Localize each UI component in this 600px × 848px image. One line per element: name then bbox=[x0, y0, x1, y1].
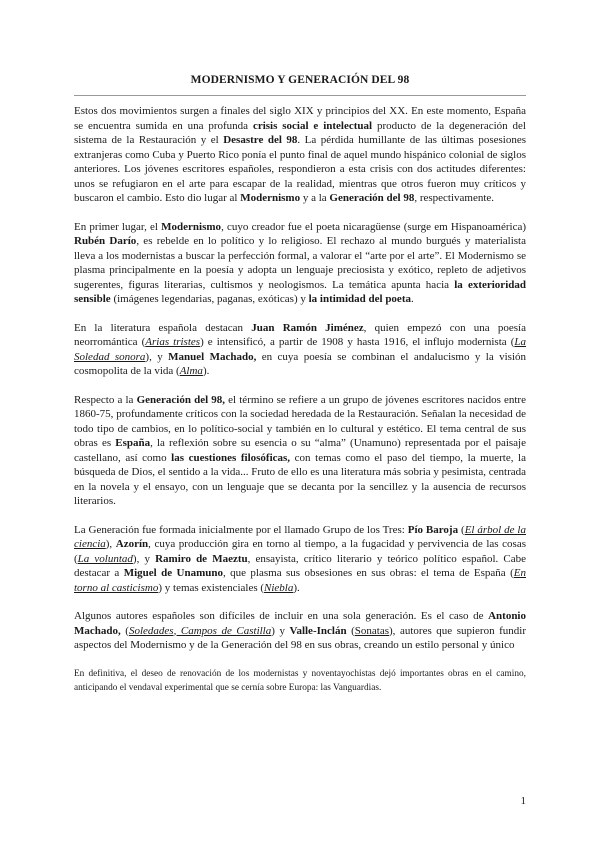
bold-term: Generación del 98, bbox=[136, 393, 226, 406]
bold-term: Generación del 98 bbox=[329, 192, 415, 204]
paragraph-3: En la literatura española destacan Juan Ramón Jiménez, quien empezó con una poesía neorromántica (Arias tristes) e intensificó, a partir de 1908 y hasta 1916, el influjo modernista (La Soledad sonora), y Manuel Machado, en cuya poesía se combinan el andalucismo y la visión cosmopolita de la vida (Alma). bbox=[74, 321, 527, 377]
work-title: Alma bbox=[179, 365, 203, 377]
bold-term: Modernismo bbox=[161, 220, 222, 233]
bold-term: crisis social e intelectual bbox=[252, 119, 373, 132]
bold-term: Ramiro de Maeztu bbox=[155, 552, 248, 565]
bold-term: la exterioridad sensible bbox=[74, 278, 526, 305]
bold-term: España bbox=[115, 437, 151, 449]
bold-term: Valle-Inclán bbox=[289, 624, 347, 637]
work-title: Soledades, Campos de Castilla bbox=[128, 624, 272, 637]
work-title: El árbol de la ciencia bbox=[74, 523, 526, 550]
work-title: En torno al casticismo bbox=[74, 567, 526, 594]
work-title: La voluntad bbox=[77, 552, 133, 565]
bold-term: Rubén Darío bbox=[74, 235, 137, 247]
bold-term: Azorín bbox=[115, 538, 149, 550]
bold-term: Manuel Machado, bbox=[168, 350, 257, 363]
paragraph-1: Estos dos movimientos surgen a finales del siglo XIX y principios del XX. En este momento, España se encuentra sumida en una profunda crisis social e intelectual producto de la degeneración del sistema de la Restauración y el Desastre del 98. La pérdida humillante de las últimas posesiones extranjeras como Cuba y Puerto Rico ponía el punto final de aquel mundo hispánico colonial de siglos anteriores. Los jóvenes escritores españoles, respondieron a esta crisis con dos actitudes diferentes: unos se refugiaron en el arte para escapar de la realidad, mientras que otros fueron muy críticos y buscaron el cambio. Esto dio lugar al Modernismo y a la Generación del 98, respectivamente. bbox=[74, 105, 526, 204]
paragraph-5: La Generación fue formada inicialmente por el llamado Grupo de los Tres: Pío Baroja (El árbol de la ciencia), Azorín, cuya producción gira en torno al tiempo, a la fugacidad y pervivencia de las cosas (La voluntad), y Ramiro de Maeztu, ensayista, crítico literario y teórico político español. Cabe destacar a Miguel de Unamuno, que plasma sus obsesiones en sus obras: el tema de España (En torno al casticismo) y temas existenciales (Niebla). bbox=[74, 523, 526, 594]
bold-term: Juan Ramón Jiménez bbox=[251, 321, 364, 334]
document-body bbox=[74, 104, 526, 710]
page-title: MODERNISMO Y GENERACIÓN DEL 98 bbox=[190, 74, 410, 86]
bold-term: las cuestiones filosóficas, bbox=[171, 451, 291, 464]
bold-term: Pío Baroja bbox=[407, 523, 459, 536]
work-title: Arias tristes bbox=[145, 336, 201, 348]
bold-term: Antonio Machado, bbox=[74, 610, 526, 637]
work-title: Sonatas bbox=[354, 624, 390, 637]
paragraph-4: Respecto a la Generación del 98, el término se refiere a un grupo de jóvenes escritores nacidos entre 1860-75, profundamente críticos con la sociedad heredada de la Restauración. Señalan la necesidad de todo tipo de cambios, en lo político-social y también en lo cultural y estético. El tema central de sus obras es España, la reflexión sobre su esencia o su “alma” (Unamuno) representada por el paisaje castellano, así como las cuestiones filosóficas, con temas como el paso del tiempo, la muerte, la búsqueda de Dios, el sentido a la vida... Fruto de ello es una literatura más sobria y pesimista, centrada en la novela y el ensayo, con un lenguaje que se decanta por la sencillez y la ausencia de recursos literarios. bbox=[74, 393, 526, 507]
bold-term: Modernismo bbox=[240, 192, 301, 204]
bold-term: Miguel de Unamuno bbox=[123, 567, 223, 579]
paragraph-6: Algunos autores españoles son difíciles de incluir en una sola generación. Es el caso de Antonio Machado, (Soledades, Campos de Castilla) y Valle-Inclán (Sonatas), autores que supieron fundir aspectos del Modernismo y de la Generación del 98 en sus obras, creando un estilo personal y único bbox=[74, 610, 527, 651]
work-title: Niebla bbox=[264, 581, 294, 594]
page-number: 1 bbox=[520, 795, 526, 807]
bold-term: Desastre del 98 bbox=[223, 134, 298, 146]
paragraph-2: En primer lugar, el Modernismo, cuyo creador fue el poeta nicaragüense (surge em Hispanoamérica) Rubén Darío, es rebelde en lo político y lo religioso. El rechazo al mundo burgués y materialista lleva a los modernistas a buscar la perfección formal, a valorar el “arte por el arte”. El Modernismo se plasma principalmente en la poesía y adopta un lenguaje preciosista y exótico, repleto de adjetivos sugerentes, figuras literarias, cultismos y neologismos. La temática apunta hacia la exterioridad sensible (imágenes legendarias, paganas, exóticas) y la intimidad del poeta. bbox=[74, 220, 526, 305]
title-divider bbox=[74, 95, 526, 96]
paragraph-conclusion: En definitiva, el deseo de renovación de los modernistas y noventayochistas dejó importantes obras en el camino, anticipando el vendaval experimental que se cernía sobre Europa: las Vanguardias. bbox=[74, 668, 526, 693]
bold-term: la intimidad del poeta bbox=[308, 293, 411, 305]
work-title: La Soledad sonora bbox=[74, 336, 527, 363]
